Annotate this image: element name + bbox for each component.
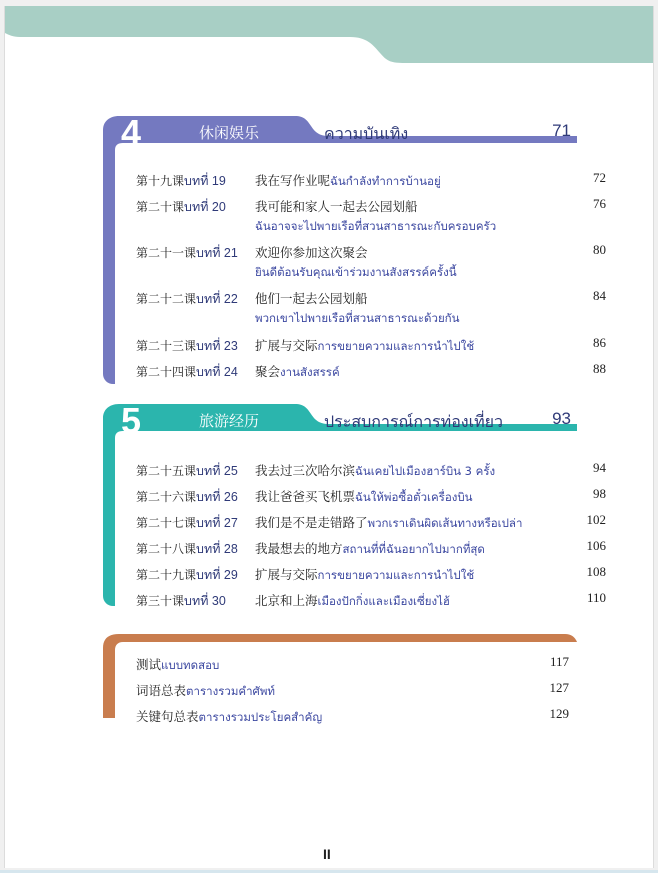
lesson-page-number: 106 <box>586 538 606 553</box>
lesson-subtitle-th: ฉันอาจจะไปพายเรือที่สวนสาธารณะกับครอบครัว <box>255 219 497 233</box>
lesson-title-cn: 我在写作业呢 <box>255 173 331 188</box>
lesson-label-th: บทที่ 23 <box>196 339 238 353</box>
unit-4-sidebar-accent <box>103 148 115 384</box>
lesson-title-cn: 他们一起去公园划船 <box>255 291 368 306</box>
unit-5-section <box>99 400 606 608</box>
appendix-page-number: 127 <box>549 680 569 695</box>
lesson-page-number: 108 <box>586 564 606 579</box>
lesson-label-th: บทที่ 21 <box>196 246 238 260</box>
appendix-title-cn: 测试 <box>136 657 162 672</box>
unit-5-sidebar-accent <box>103 436 115 606</box>
lesson-label-cn: 第二十八课 <box>136 542 197 556</box>
unit-title-th: ประสบการณ์การท่องเที่ยว <box>324 412 503 431</box>
lesson-title-cn: 北京和上海 <box>255 593 318 608</box>
unit-4-lessons <box>99 150 606 386</box>
lesson-title-th: พวกเราเดินผิดเส้นทางหรือเปล่า <box>367 516 523 530</box>
lesson-label-th: บทที่ 30 <box>184 594 226 608</box>
appendix-title-th: ตารางรวมคำศัพท์ <box>186 684 276 698</box>
lesson-label-th: บทที่ 22 <box>196 292 238 306</box>
unit-title-cn: 休闲娱乐 <box>199 124 260 142</box>
lesson-label-cn: 第十九课 <box>136 174 185 188</box>
lesson-label-cn: 第二十一课 <box>136 246 197 260</box>
lesson-title-th: ฉันกำลังทำการบ้านอยู่ <box>330 174 441 188</box>
lesson-label-cn: 第二十二课 <box>136 292 197 306</box>
appendix-title-th: ตารางรวมประโยคสำคัญ <box>198 710 323 724</box>
unit-number: 5 <box>121 400 142 441</box>
lesson-label-th: บทที่ 25 <box>196 464 238 478</box>
lesson-title-cn: 欢迎你参加这次聚会 <box>255 245 368 260</box>
lesson-page-number: 110 <box>586 590 606 605</box>
lesson-subtitle-th: พวกเขาไปพายเรือที่สวนสาธารณะด้วยกัน <box>255 311 460 325</box>
lesson-title-cn: 我可能和家人一起去公园划船 <box>255 199 418 214</box>
lesson-page-number: 84 <box>593 288 606 303</box>
lesson-label-th: บทที่ 19 <box>184 174 226 188</box>
lesson-page-number: 94 <box>593 460 606 475</box>
lesson-title-cn: 我去过三次哈尔滨 <box>255 463 356 478</box>
appendix-title-th: แบบทดสอบ <box>161 658 220 672</box>
lesson-label-cn: 第三十课 <box>136 594 185 608</box>
toc-entry-key-sentences[interactable] <box>136 706 577 727</box>
lesson-label-th: บทที่ 26 <box>196 490 238 504</box>
lesson-label-cn: 第二十七课 <box>136 516 197 530</box>
lesson-label-cn: 第二十三课 <box>136 339 197 353</box>
lesson-page-number: 76 <box>593 196 606 211</box>
lesson-label-th: บทที่ 29 <box>196 568 238 582</box>
lesson-label-th: บทที่ 27 <box>196 516 238 530</box>
unit-4-section <box>99 112 606 386</box>
appendix-title-cn: 关键句总表 <box>136 709 199 724</box>
toc-entry-test[interactable] <box>136 654 577 675</box>
lesson-title-cn: 扩展与交际 <box>255 567 318 582</box>
lesson-title-cn: 我让爸爸买飞机票 <box>255 489 356 504</box>
unit-4-header[interactable] <box>99 112 577 153</box>
unit-5-lessons <box>99 438 606 608</box>
lesson-page-number: 98 <box>593 486 606 501</box>
lesson-subtitle-th: ยินดีต้อนรับคุณเข้าร่วมงานสังสรรค์ครั้งนี้ <box>255 265 457 279</box>
lesson-title-th: งานสังสรรค์ <box>280 365 340 379</box>
lesson-title-cn: 扩展与交际 <box>255 338 318 353</box>
unit-title-cn: 旅游经历 <box>199 412 260 430</box>
lesson-label-cn: 第二十六课 <box>136 490 197 504</box>
unit-number: 4 <box>121 112 142 153</box>
toc-entry-vocabulary-list[interactable] <box>136 680 577 701</box>
lesson-title-th: การขยายความและการนำไปใช้ <box>317 568 475 582</box>
appendix-page-number: 129 <box>549 706 569 721</box>
appendix-title-cn: 词语总表 <box>136 683 187 698</box>
lesson-label-th: บทที่ 20 <box>184 200 226 214</box>
unit-page-number: 93 <box>552 409 571 428</box>
unit-5-header[interactable] <box>99 400 577 441</box>
top-decorative-band <box>5 6 653 66</box>
lesson-label-cn: 第二十五课 <box>136 464 197 478</box>
lesson-title-th: สถานที่ที่ฉันอยากไปมากที่สุด <box>342 542 485 556</box>
lesson-title-th: การขยายความและการนำไปใช้ <box>317 339 475 353</box>
lesson-title-th: ฉันให้พ่อซื้อตั๋วเครื่องบิน <box>355 490 473 504</box>
lesson-label-cn: 第二十九课 <box>136 568 197 582</box>
lesson-page-number: 86 <box>593 335 606 350</box>
lesson-title-th: ฉันเคยไปเมืองฮาร์บิน 3 ครั้ง <box>355 464 496 478</box>
lesson-page-number: 102 <box>586 512 606 527</box>
lesson-title-cn: 聚会 <box>255 364 281 379</box>
document-page <box>4 6 654 868</box>
lesson-label-th: บทที่ 24 <box>196 365 238 379</box>
lesson-page-number: 80 <box>593 242 606 257</box>
lesson-title-cn: 我们是不是走错路了 <box>255 515 368 530</box>
unit-title-th: ความบันเทิง <box>324 124 409 143</box>
lesson-label-th: บทที่ 28 <box>196 542 238 556</box>
lesson-page-number: 72 <box>593 170 606 185</box>
lesson-page-number: 88 <box>593 361 606 376</box>
lesson-title-cn: 我最想去的地方 <box>255 541 343 556</box>
lesson-title-th: เมืองปักกิ่งและเมืองเซี่ยงไฮ้ <box>317 594 450 608</box>
page-number: II <box>323 846 331 862</box>
unit-page-number: 71 <box>552 121 571 140</box>
lesson-label-cn: 第二十四课 <box>136 365 197 379</box>
appendix-page-number: 117 <box>549 654 569 669</box>
lesson-label-cn: 第二十课 <box>136 200 185 214</box>
